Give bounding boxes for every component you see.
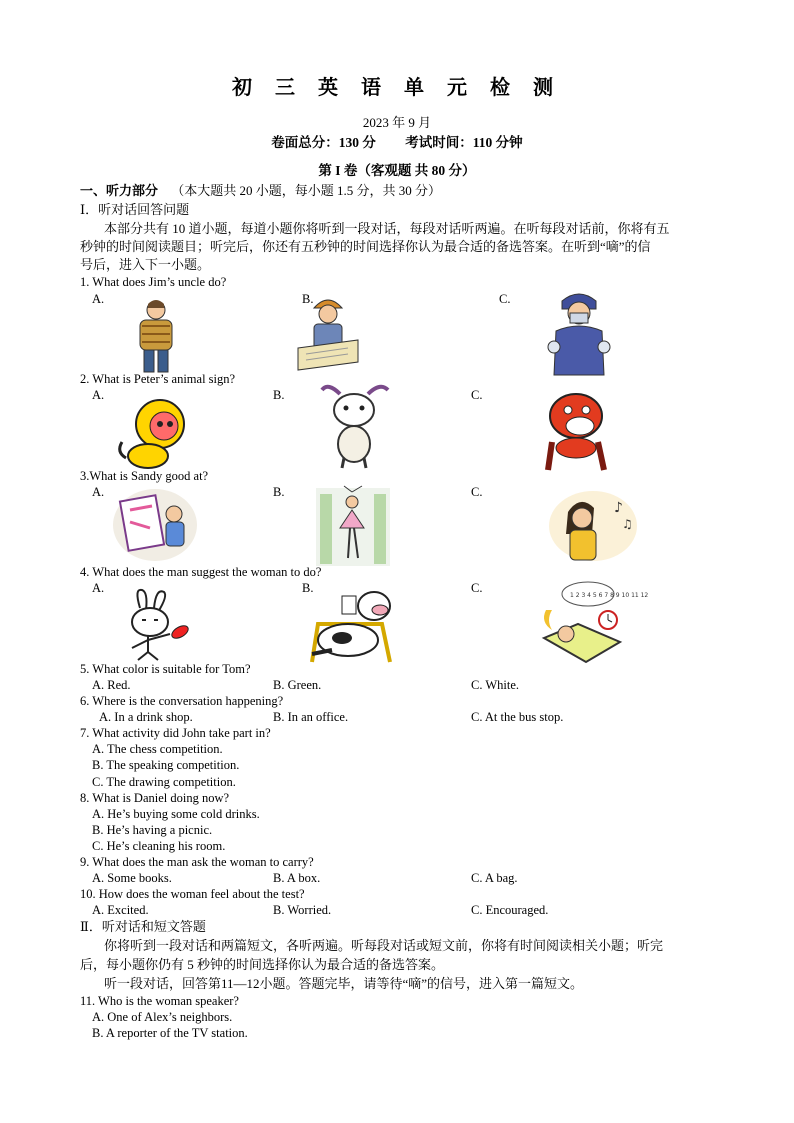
exam-date: 2023 年 9 月 xyxy=(362,115,432,130)
goat-picture xyxy=(318,378,398,470)
part-a-intro-1: 本部分共有 10 道小题，每道小题你将听到一段对话，每段对话听两遍。在听每段对话前，你将有五 xyxy=(104,221,670,236)
part-b-heading: Ⅱ．听对话和短文答题 xyxy=(80,919,206,934)
q5-option-c: C. White. xyxy=(471,678,520,692)
q3-option-b: B. xyxy=(273,485,285,499)
q8-option-c: C. He’s cleaning his room. xyxy=(92,839,226,853)
svg-text:♫: ♫ xyxy=(622,517,633,531)
builder-with-blueprint-picture xyxy=(296,292,360,374)
man-in-sweater-picture xyxy=(128,296,184,374)
cow-on-chair-picture xyxy=(302,584,398,664)
total-score: 卷面总分：130 分 xyxy=(271,135,376,150)
q5-option-a: A. Red. xyxy=(92,678,131,692)
question-6: 6. Where is the conversation happening? xyxy=(80,694,284,708)
part-a-intro-2: 秒钟的时间阅读题目；听完后，你还有五秒钟的时间选择你认为最合适的备选答案。在听到“嘀”的信 xyxy=(80,239,651,254)
monkey-picture xyxy=(114,396,198,472)
q10-option-a: A. Excited. xyxy=(92,903,149,917)
question-9: 9. What does the man ask the woman to carry? xyxy=(80,855,314,869)
q4-option-c: C. xyxy=(471,581,483,595)
q6-option-a: A. In a drink shop. xyxy=(99,710,193,724)
part-a-heading: Ⅰ．听对话回答问题 xyxy=(80,202,190,217)
painting-girl-picture xyxy=(112,488,198,562)
q11-option-b: B. A reporter of the TV station. xyxy=(92,1026,248,1040)
q4-option-a: A. xyxy=(92,581,105,595)
q8-option-b: B. He’s having a picnic. xyxy=(92,823,213,837)
q9-option-a: A. Some books. xyxy=(92,871,172,885)
rabbit-with-pill-picture xyxy=(118,588,194,660)
q9-option-b: B. A box. xyxy=(273,871,321,885)
surgeon-picture xyxy=(546,287,612,377)
q7-option-b: B. The speaking competition. xyxy=(92,758,240,772)
q11-option-a: A. One of Alex’s neighbors. xyxy=(92,1010,233,1024)
q10-option-b: B. Worried. xyxy=(273,903,332,917)
section-title: 一、听力部分 xyxy=(80,183,159,198)
part-b-intro-1: 你将听到一段对话和两篇短文，各听两遍。听每段对话或短文前，你将有时间阅读相关小题；听完 xyxy=(104,938,664,953)
question-4: 4. What does the man suggest the woman to do? xyxy=(80,565,322,579)
question-3: 3.What is Sandy good at? xyxy=(80,469,209,483)
section-note: （本大题共 20 小题，每小题 1.5 分，共 30 分） xyxy=(171,183,442,198)
question-2: 2. What is Peter’s animal sign? xyxy=(80,372,236,386)
svg-text:♪: ♪ xyxy=(614,500,623,516)
q10-option-c: C. Encouraged. xyxy=(471,903,549,917)
clock-numbers: 1 2 3 4 5 6 7 8 9 10 11 12 xyxy=(570,592,649,599)
question-8: 8. What is Daniel doing now? xyxy=(80,791,230,805)
section-heading xyxy=(80,183,441,199)
q7-option-c: C. The drawing competition. xyxy=(92,775,236,789)
q3-option-a: A. xyxy=(92,485,105,499)
q5-option-b: B. Green. xyxy=(273,678,322,692)
q3-option-c: C. xyxy=(471,485,483,499)
volume-heading: 第 I 卷（客观题 共 80 分） xyxy=(318,163,476,178)
horse-picture xyxy=(538,386,612,474)
question-10: 10. How does the woman feel about the test? xyxy=(80,887,305,901)
q1-option-b: B. xyxy=(302,292,314,306)
part-b-intro-2: 后，每小题你仍有 5 秒钟的时间选择你认为最合适的备选答案。 xyxy=(80,957,445,972)
q2-option-c: C. xyxy=(471,388,483,402)
page-title: 初 三 英 语 单 元 检 测 xyxy=(232,77,562,99)
q6-option-b: B. In an office. xyxy=(273,710,349,724)
q6-option-c: C. At the bus stop. xyxy=(471,710,564,724)
exam-meta xyxy=(0,135,794,151)
q9-option-c: C. A bag. xyxy=(471,871,518,885)
part-b-instruction: 听一段对话，回答第11—12小题。答题完毕，请等待“嘀”的信号，进入第一篇短文。 xyxy=(104,976,584,991)
question-7: 7. What activity did John take part in? xyxy=(80,726,271,740)
sleeping-person-picture xyxy=(538,578,649,668)
dancing-girl-picture xyxy=(316,488,390,566)
exam-time: 考试时间：110 分钟 xyxy=(405,135,523,150)
q4-option-b: B. xyxy=(302,581,314,595)
part-a-intro-3: 号后，进入下一小题。 xyxy=(80,257,211,272)
question-5: 5. What color is suitable for Tom? xyxy=(80,662,251,676)
q8-option-a: A. He’s buying some cold drinks. xyxy=(92,807,260,821)
q2-option-b: B. xyxy=(273,388,285,402)
q1-option-a: A. xyxy=(92,292,105,306)
q1-option-c: C. xyxy=(499,292,511,306)
q7-option-a: A. The chess competition. xyxy=(92,742,223,756)
question-11: 11. Who is the woman speaker? xyxy=(80,994,239,1008)
q2-option-a: A. xyxy=(92,388,105,402)
question-1: 1. What does Jim’s uncle do? xyxy=(80,275,227,289)
singing-girl-picture xyxy=(548,490,638,562)
